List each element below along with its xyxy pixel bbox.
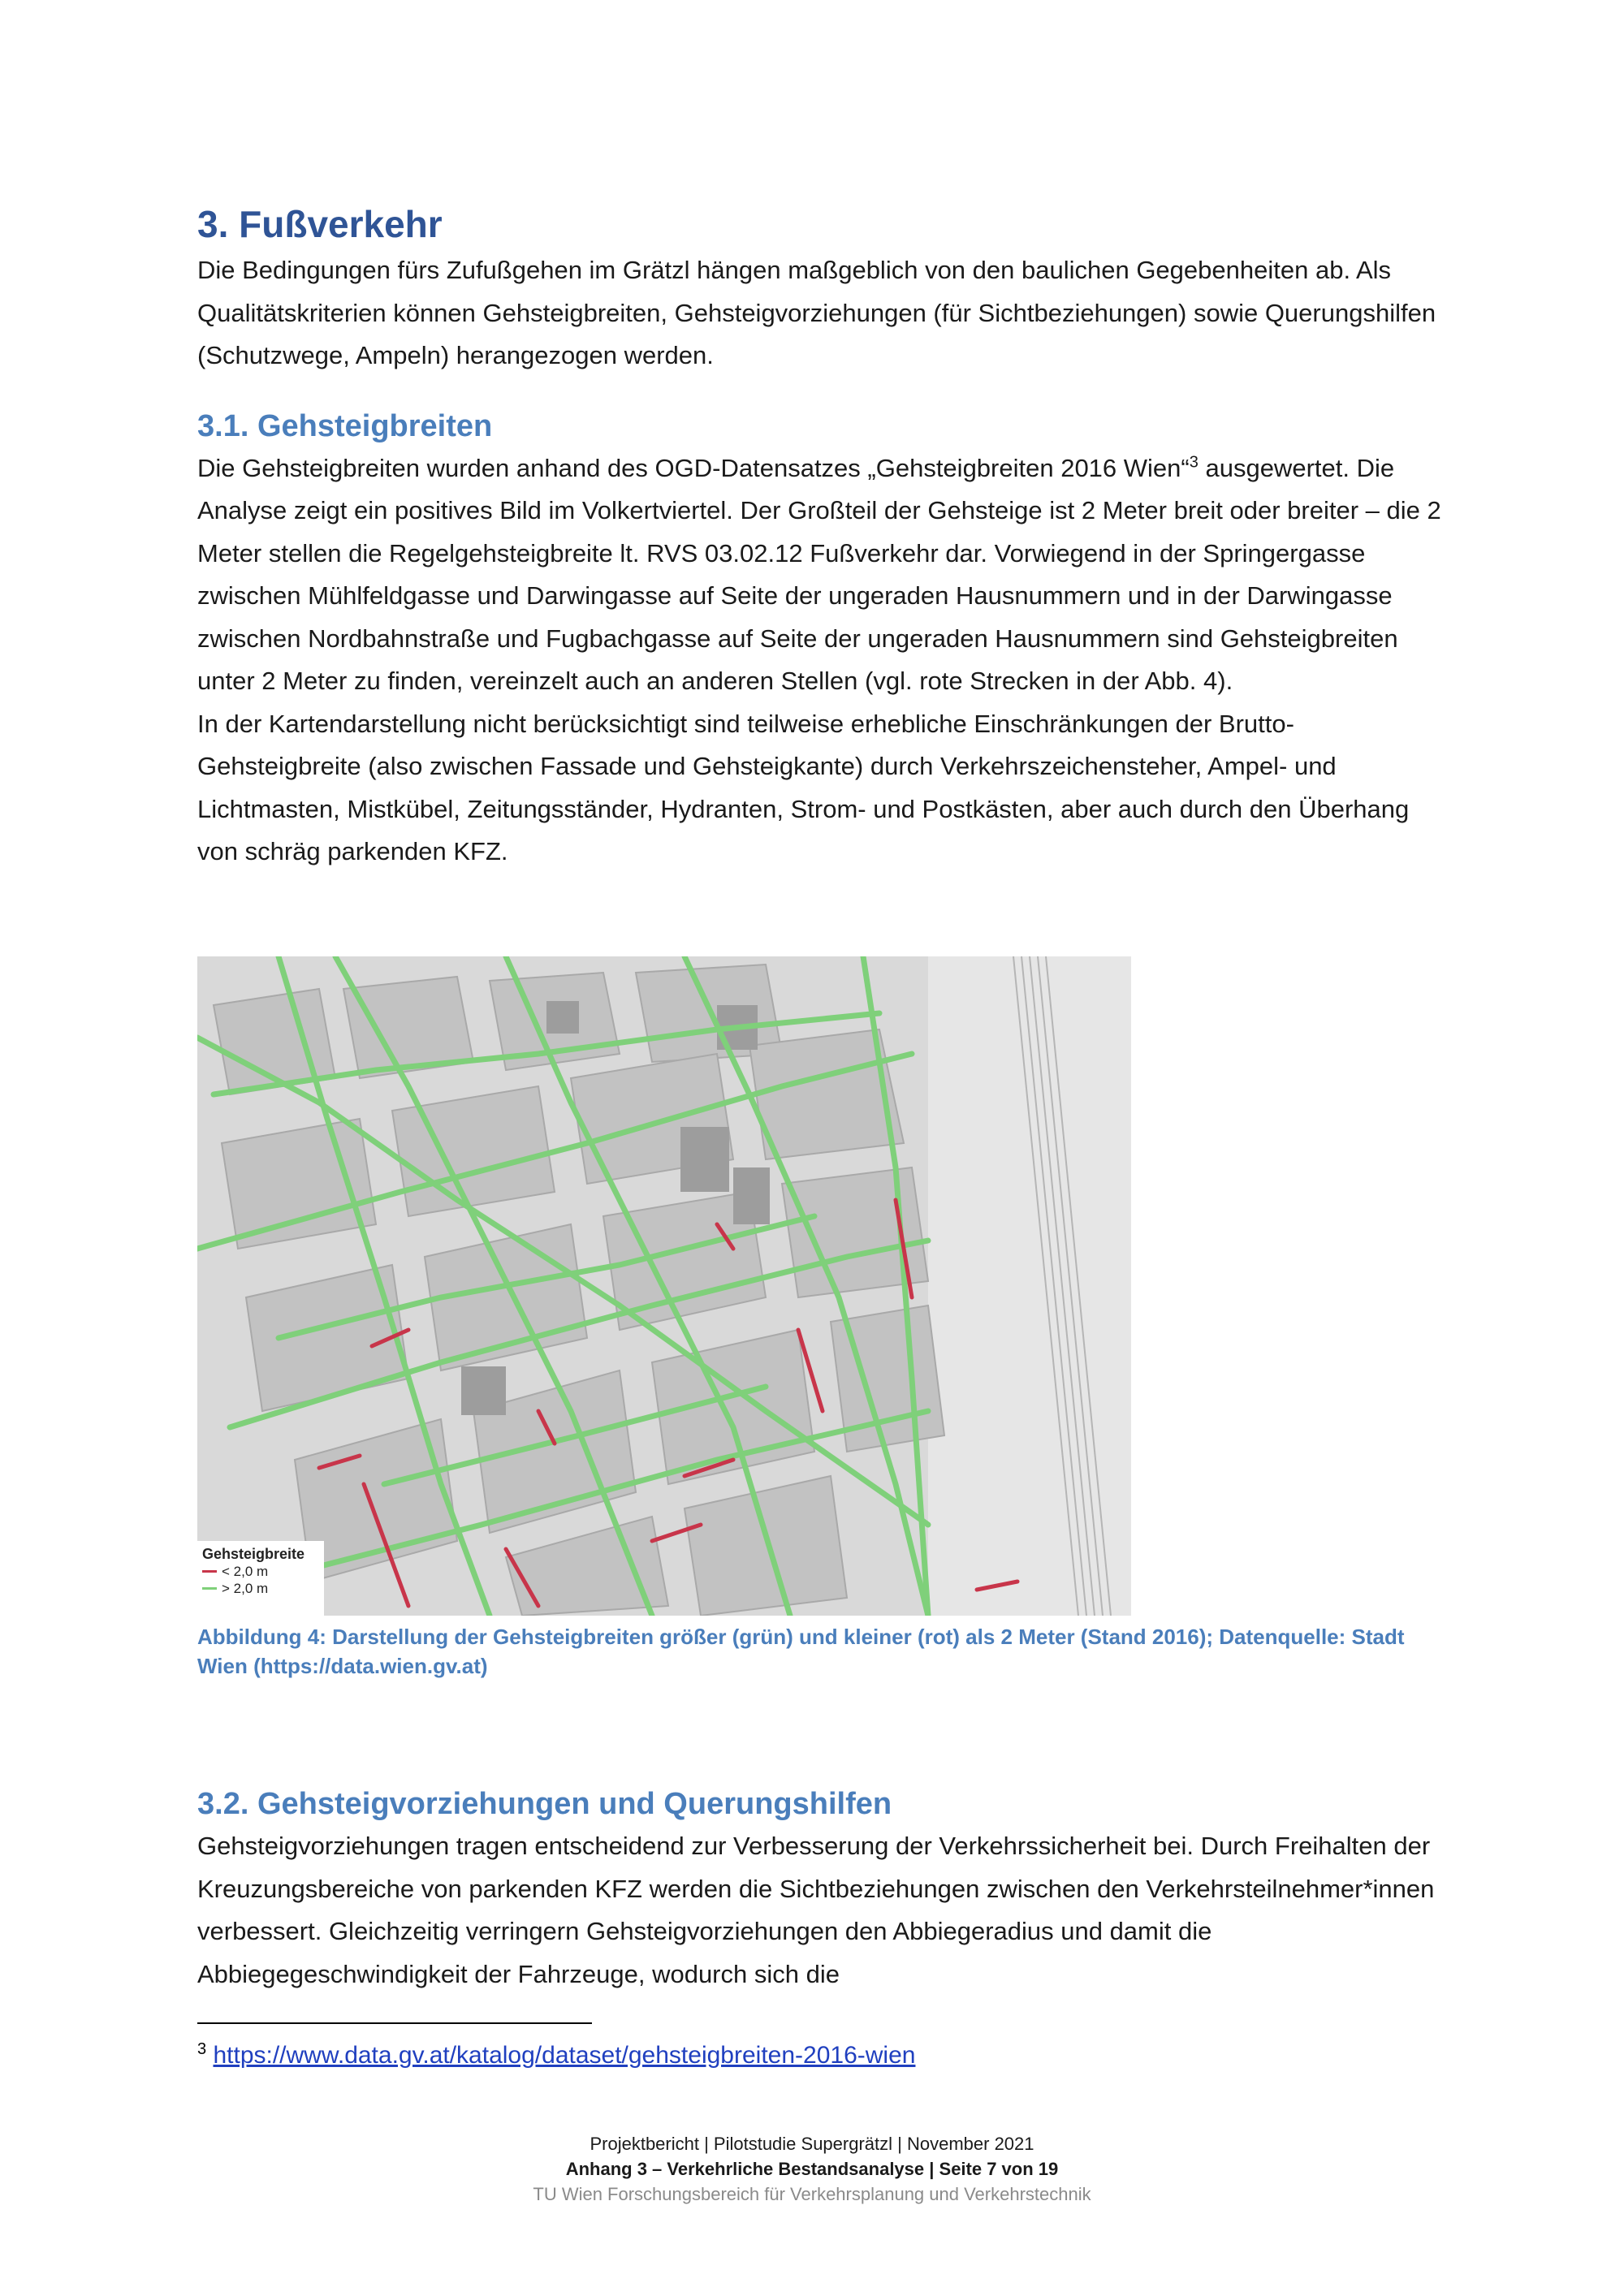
legend-title: Gehsteigbreite [202, 1546, 305, 1562]
footer-line-3: TU Wien Forschungsbereich für Verkehrsplanung und Verkehrstechnik [533, 2184, 1091, 2204]
sidewalk-width-map [197, 956, 1131, 1616]
gehsteigbreiten-paragraph-2: In der Kartendarstellung nicht berücksichtigt sind teilweise erhebliche Einschränkungen der Brutto-Gehsteigbreite (also zwischen Fassade und Gehsteigkante) durch Verkehrszeichensteher, Ampel- und Lichtmasten, Mistkübel, Zeitungsständer, Hydranten, Strom- und Postkästen, aber auch durch den Überhang von schräg parkenden KFZ. [197, 709, 1410, 865]
footnote: $^3$ https://www.data.gv.at/katalog/dataset/gehsteigbreiten-2016-wien [197, 2040, 916, 2069]
map-legend [197, 1541, 324, 1616]
section-intro: Die Bedingungen fürs Zufußgehen im Grätzl hängen maßgeblich von den baulichen Gegebenheiten ab. Als Qualitätskriterien können Gehsteigbreiten, Gehsteigvorziehungen (für Sichtbeziehungen) sowie Querungshilfen (Schutzwege, Ampeln) herangezogen werden. [197, 256, 1436, 369]
green-line-icon [202, 1587, 217, 1590]
gehsteigbreiten-paragraph-1: Die Gehsteigbreiten wurden anhand des OGD-Datensatzes „Gehsteigbreiten 2016 Wien“$^3$ ausgewertet. Die Analyse zeigt ein positives Bild im Volkertviertel. Der Großteil der Gehsteige ist 2 Meter breit oder breiter – die 2 Meter stellen die Regelgehsteigbreite lt. RVS 03.02.12 Fußverkehr dar. Vorwiegend in der Springergasse zwischen Mühlfeldgasse und Darwingasse auf Seite der ungeraden Hausnummern und in der Darwingasse zwischen Nordbahnstraße und Fugbachgasse auf Seite der ungeraden Hausnummern sind Gehsteigbreiten unter 2 Meter zu finden, vereinzelt auch an anderen Stellen (vgl. rote Strecken in der Abb. 4). [197, 453, 1441, 695]
footnote-ref[interactable]: 3 [1189, 453, 1199, 472]
map-graphic [197, 956, 1131, 1616]
footnote-divider [197, 2022, 592, 2024]
section-title: 3. Fußverkehr [197, 203, 443, 245]
red-line-icon [202, 1570, 217, 1573]
legend-item-green: > 2,0 m [202, 1580, 319, 1597]
main-content [197, 199, 1448, 874]
figure-caption: Abbildung 4: Darstellung der Gehsteigbreiten größer (grün) und kleiner (rot) als 2 Meter (Stand 2016); Datenquelle: Stadt Wien (https://data.wien.gv.at) [197, 1625, 1405, 1678]
footnote-link[interactable]: https://www.data.gv.at/katalog/dataset/gehsteigbreiten-2016-wien [213, 2042, 916, 2069]
subsection-gehsteigvorziehungen-title: 3.2. Gehsteigvorziehungen und Querungshilfen [197, 1787, 892, 1821]
gehsteigvorziehungen-paragraph: Gehsteigvorziehungen tragen entscheidend zur Verbesserung der Verkehrssicherheit bei. Durch Freihalten der Kreuzungsbereiche von parkenden KFZ werden die Sichtbeziehungen zwischen den Verkehrsteilnehmer*innen verbessert. Gleichzeitig verringern Gehsteigvorziehungen den Abbiegeradius und damit die Abbiegegeschwindigkeit der Fahrzeuge, wodurch sich die [197, 1832, 1435, 1988]
section-querungshilfen [197, 1783, 1448, 1996]
subsection-gehsteigbreiten-title: 3.1. Gehsteigbreiten [197, 408, 493, 443]
legend-item-red: < 2,0 m [202, 1563, 319, 1580]
page-footer [0, 2131, 1624, 2207]
footer-line-2: Anhang 3 – Verkehrliche Bestandsanalyse | Seite 7 von 19 [565, 2159, 1059, 2179]
footer-line-1: Projektbericht | Pilotstudie Supergrätzl | November 2021 [590, 2134, 1034, 2154]
